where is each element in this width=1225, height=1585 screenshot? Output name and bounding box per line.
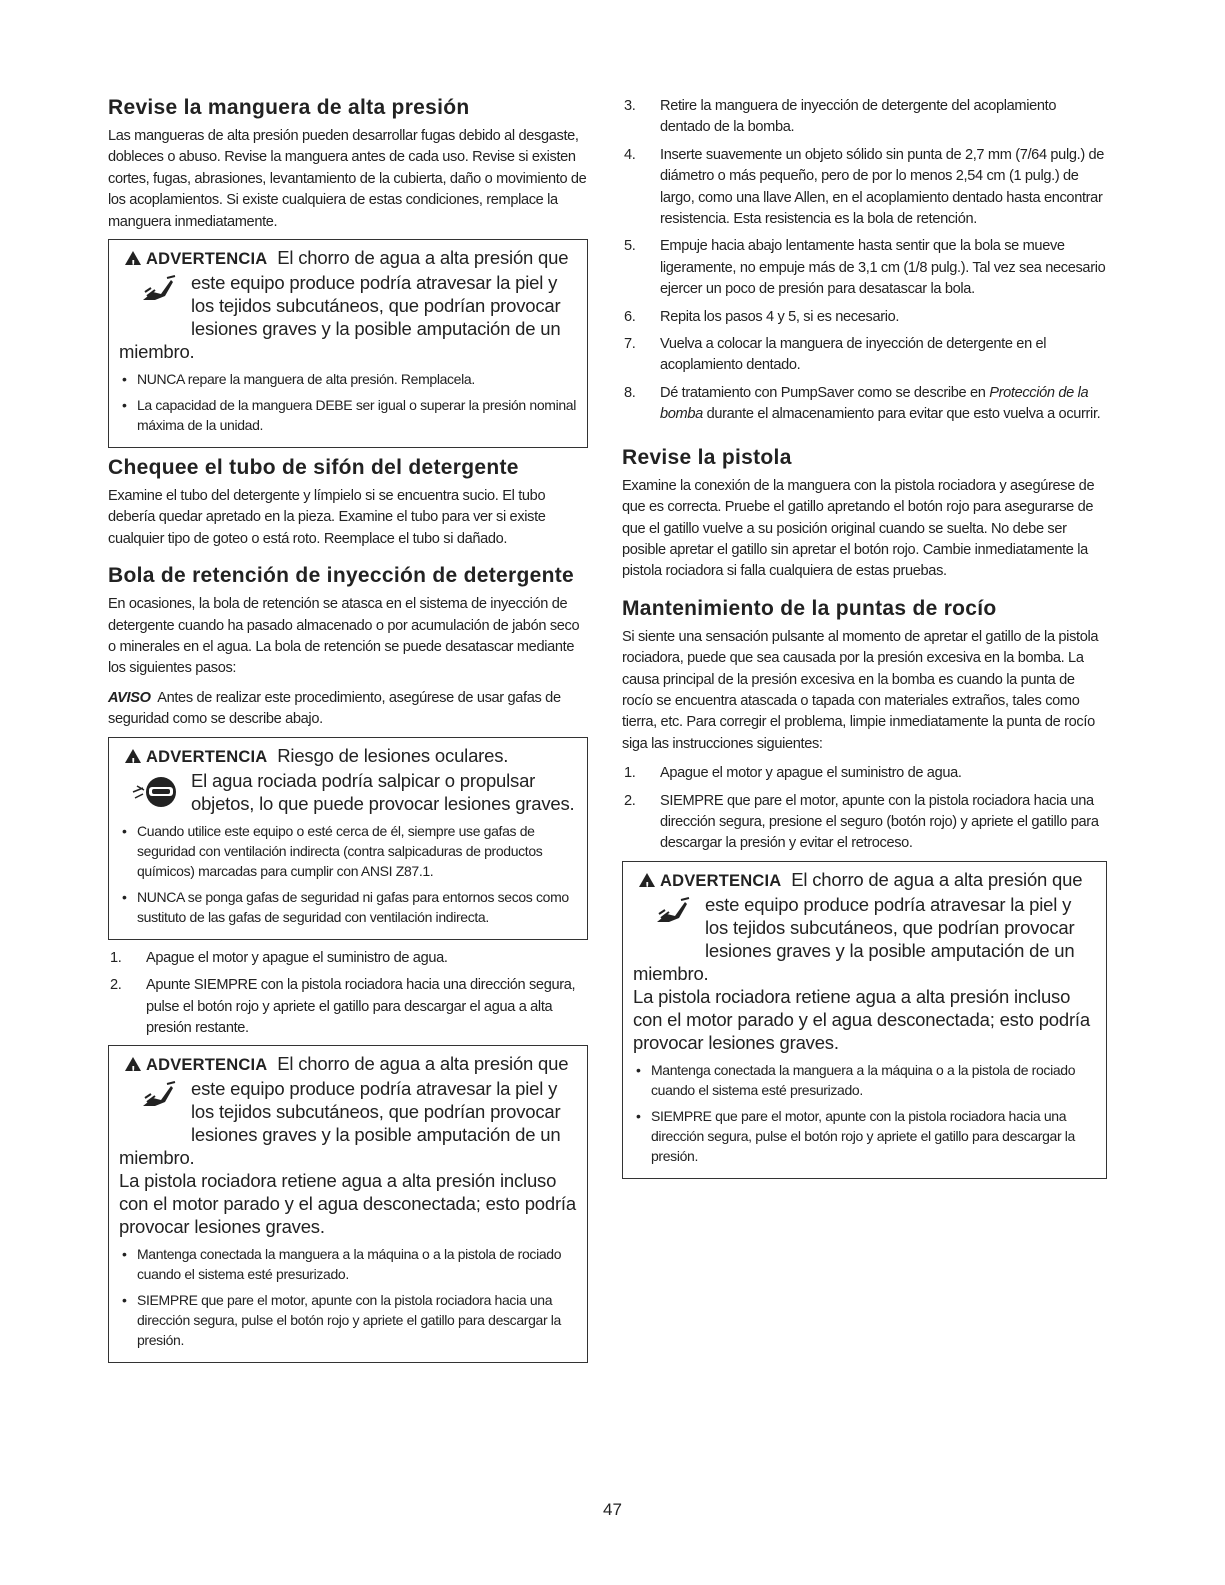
notice-label: AVISO <box>108 689 151 706</box>
step-item: 4. Inserte suavemente un objeto sólido sin punta de 2,7 mm (7/64 pulg.) de diámetro o más pequeño, pero de por lo menos 2,54 cm (1 pulg.) de largo, como una llave Allen, en el acoplamiento dentado hasta encontrar resistencia. Esta resistencia es la bola de retención. <box>624 146 1105 228</box>
skin-injection-hazard-icon <box>141 1080 177 1110</box>
warning-bullets <box>119 369 579 435</box>
section-title-gun: Revise la pistola <box>622 445 792 469</box>
warning-triangle-icon <box>639 873 655 887</box>
steps-list <box>108 948 588 1040</box>
warning-bullets <box>119 1244 579 1350</box>
warning-label: ADVERTENCIA <box>146 747 268 766</box>
notice-paragraph <box>108 688 588 731</box>
skin-injection-hazard-icon <box>655 896 691 926</box>
pump-protection-reference: Protección de la bomba <box>660 384 1089 423</box>
section-title-nozzles: Mantenimiento de la puntas de rocío <box>622 596 997 620</box>
warning-bullet: • La capacidad de la manguera DEBE ser igual o superar la presión nominal máxima de la unidad. <box>119 395 579 435</box>
eye-protection-icon <box>131 770 179 810</box>
warning-line: miembro. <box>633 962 709 984</box>
siphon-body: Examine el tubo del detergente y límpielo si se encuentra sucio. El tubo debería quedar apretado en la pieza. Examine el tubo para ver si existe cualquier tipo de goteo o está roto. Reemplace el tubo si dañado. <box>108 488 546 547</box>
warning-line: El chorro de agua a alta presión que <box>277 247 569 269</box>
warning-box-eye <box>108 737 588 940</box>
warning-line: Riesgo de lesiones oculares. <box>277 744 509 766</box>
warning-line: los tejidos subcutáneos, que podrían provocar <box>191 295 561 317</box>
warning-line: El chorro de agua a alta presión que <box>277 1053 569 1075</box>
nozzles-body: Si siente una sensación pulsante al momento de apretar el gatillo de la pistola rociadora, puede que sea causada por la presión excesiva en la bomba. La causa principal de la presión excesiva en la bomba es cuando la punta de rocío se encuentra atascada o tapada con materiales extraños, tales como tierra, etc. Para corregir el problema, limpie inmediatamente la punta de rocío siga las instrucciones siguientes: <box>622 628 1099 752</box>
page-number: 47 <box>603 1500 622 1519</box>
warning-bullet: • Cuando utilice este equipo o esté cerca de él, siempre use gafas de seguridad con ventilación indirecta (contra salpicaduras de productos químicos) marcadas para cumplir con ANSI Z87.1. <box>119 821 579 881</box>
warning-triangle-icon <box>125 1057 141 1071</box>
step-item: 5. Empuje hacia abajo lentamente hasta sentir que la bola se mueve ligeramente, no empuje más de 3,1 cm (1/8 pulg.). Tal vez sea necesario ejercer un poco de presión para desatascar la bola. <box>624 238 1106 298</box>
right-column <box>622 96 1107 1187</box>
steps-list-continued <box>622 96 1107 426</box>
notice-text: Antes de realizar este procedimiento, asegúrese de usar gafas de seguridad como se describe abajo. <box>108 689 561 728</box>
warning-bullet: • SIEMPRE que pare el motor, apunte con la pistola rociadora hacia una dirección segura, pulse el botón rojo y apriete el gatillo para descargar la presión. <box>633 1106 1098 1166</box>
step-item: 2. SIEMPRE que pare el motor, apunte con la pistola rociadora hacia una dirección segura, presione el seguro (botón rojo) y apriete el gatillo para descargar la presión y evitar el retroceso. <box>624 792 1099 852</box>
warning-triangle-icon <box>125 251 141 265</box>
warning-label: ADVERTENCIA <box>146 250 268 269</box>
warning-label: ADVERTENCIA <box>146 1056 268 1075</box>
warning-line: los tejidos subcutáneos, que podrían provocar <box>191 1101 561 1123</box>
step-item: 1. Apague el motor y apague el suministro de agua. <box>110 949 448 966</box>
gun-body: Examine la conexión de la manguera con la pistola rociadora y asegúrese de que es correcta. Pruebe el gatillo apretando el botón rojo para asegurarse de que el gatillo vuelve a su posición original cuando se suelta. No debe ser posible apretar el gatillo sin apretar el botón rojo. Cambie inmediatamente la pistola rociadora si falla cualquiera de estas pruebas. <box>622 477 1095 580</box>
section-title-siphon: Chequee el tubo de sifón del detergente <box>108 456 519 480</box>
warning-line: los tejidos subcutáneos, que podrían provocar <box>705 916 1075 938</box>
nozzle-steps-list <box>622 763 1107 855</box>
warning-bullets <box>633 1060 1098 1166</box>
section-title-check-ball: Bola de retención de inyección de detergente <box>108 564 574 588</box>
section-title-hose: Revise la manguera de alta presión <box>108 96 470 119</box>
step-item: 3. Retire la manguera de inyección de detergente del acoplamiento dentado de la bomba. <box>624 98 1057 136</box>
step-item: 8. Dé tratamiento con PumpSaver como se describe en Protección de la bomba durante el almacenamiento para evitar que esto vuelva a ocurrir. <box>624 384 1101 423</box>
step-item: 2. Apunte SIEMPRE con la pistola rociadora hacia una dirección segura, pulse el botón rojo y apriete el gatillo para descargar el agua a alta presión restante. <box>110 977 576 1036</box>
warning-bullet: • NUNCA repare la manguera de alta presión. Remplacela. <box>119 369 579 389</box>
warning-box-nozzle <box>622 861 1107 1179</box>
warning-bullet: • SIEMPRE que pare el motor, apunte con la pistola rociadora hacia una dirección segura, pulse el botón rojo y apriete el gatillo para descargar la presión. <box>119 1290 579 1350</box>
warning-bullet: • NUNCA se ponga gafas de seguridad ni gafas para entornos secos como sustituto de las gafas de seguridad con ventilación indirecta. <box>119 887 579 927</box>
warning-line: lesiones graves y la posible amputación de un <box>191 1124 561 1146</box>
warning-bullet: • Mantenga conectada la manguera a la máquina o a la pistola de rociado cuando el sistema esté presurizado. <box>119 1244 579 1284</box>
check-ball-body: En ocasiones, la bola de retención se atasca en el sistema de inyección de detergente cuando ha pasado almacenado o por acumulación de jabón seco o minerales en el agua. La bola de retención se puede desatascar mediante los siguientes pasos: <box>108 596 580 677</box>
warning-line: miembro. <box>119 341 195 363</box>
warning-line: El agua rociada podría salpicar o propulsar <box>191 769 536 791</box>
hose-body: Las mangueras de alta presión pueden desarrollar fugas debido al desgaste, dobleces o abuso. Revise la manguera antes de cada uso. Revise si existen cortes, fugas, abrasiones, levantamiento de la cubierta, daño o movimiento de los acoplamientos. Si existe cualquiera de estas condiciones, remplace la manguera inmediatamente. <box>108 128 587 230</box>
warning-box-hose <box>108 239 588 448</box>
warning-line: este equipo produce podría atravesar la piel y <box>191 272 558 294</box>
warning-line: este equipo produce podría atravesar la piel y <box>191 1078 558 1100</box>
warning-line: El chorro de agua a alta presión que <box>791 868 1083 890</box>
warning-line: lesiones graves y la posible amputación de un <box>705 939 1075 961</box>
warning-label: ADVERTENCIA <box>660 871 782 890</box>
warning-bullets <box>119 821 579 927</box>
warning-line: objetos, lo que puede provocar lesiones graves. <box>191 792 575 814</box>
warning-triangle-icon <box>125 749 141 763</box>
warning-line: este equipo produce podría atravesar la piel y <box>705 893 1072 915</box>
warning-line: lesiones graves y la posible amputación de un <box>191 318 561 340</box>
warning-line: miembro. <box>119 1147 195 1169</box>
warning-extra: La pistola rociadora retiene agua a alta presión incluso con el motor parado y el agua desconectada; esto podría provocar lesiones graves. <box>119 1170 576 1238</box>
step-item: 6. Repita los pasos 4 y 5, si es necesario. <box>624 308 900 325</box>
step-item: 1. Apague el motor y apague el suministro de agua. <box>624 765 962 782</box>
warning-extra: La pistola rociadora retiene agua a alta presión incluso con el motor parado y el agua desconectada; esto podría provocar lesiones graves. <box>633 985 1090 1053</box>
skin-injection-hazard-icon <box>141 274 177 304</box>
warning-bullet: • Mantenga conectada la manguera a la máquina o a la pistola de rociado cuando el sistema esté presurizado. <box>633 1060 1098 1100</box>
warning-box-spray-gun <box>108 1045 588 1363</box>
left-column <box>108 96 588 1371</box>
step-item: 7. Vuelva a colocar la manguera de inyección de detergente en el acoplamiento dentado. <box>624 336 1047 374</box>
